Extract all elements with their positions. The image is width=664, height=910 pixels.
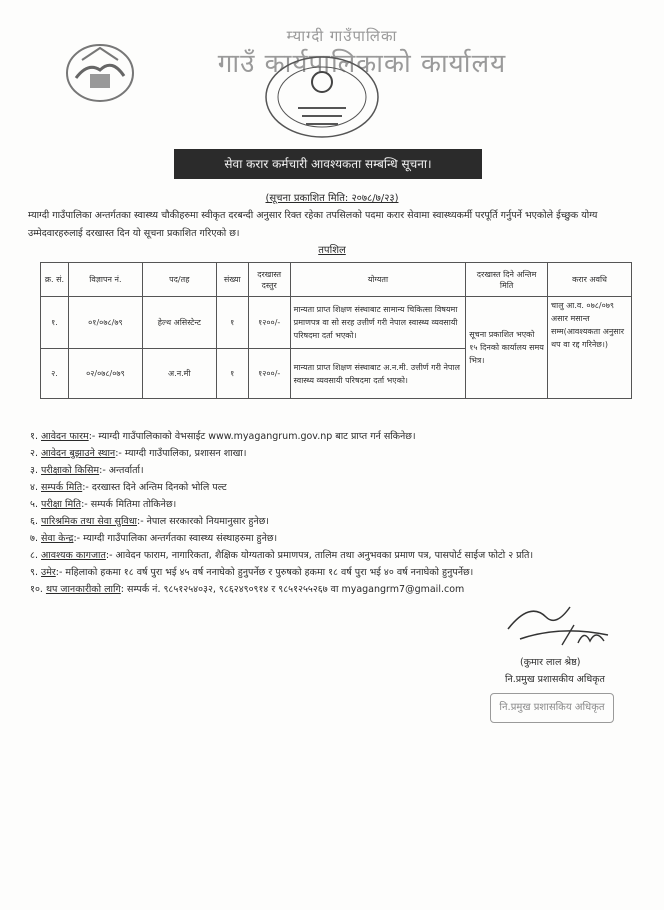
list-item: ६. पारिश्रमिक तथा सेवा सुविधा:- नेपाल सरकारको नियमानुसार हुनेछ। xyxy=(30,516,270,527)
cell-qualification: मान्यता प्राप्त शिक्षण संस्थाबाट सामान्य चिकित्सा विषयमा प्रमाणपत्र वा सो सरह उत्तीर्ण गरी नेपाल स्वास्थ्य व्यवसायी परिषदमा दर्ता भएको। xyxy=(290,297,466,349)
publication-date: (सूचना प्रकाशित मिति: २०७८/७/२३) xyxy=(265,193,399,204)
cell-fee: १२००/- xyxy=(248,297,290,349)
col-header-fee: दरखास्त दस्तुर xyxy=(248,263,290,297)
cell-ad-no: ०१/०७८/७९ xyxy=(68,297,142,349)
col-header-post: पद/तह xyxy=(142,263,216,297)
schedule-heading: तपशिल xyxy=(318,245,346,256)
table-header-row xyxy=(41,263,632,297)
col-header-count: संख्या xyxy=(216,263,248,297)
list-item: ९. उमेर:- महिलाको हकमा १८ वर्ष पुरा भई ४५ वर्ष ननाघेको हुनुपर्नेछ र पुरुषको हकमा १८ वर्ष पुरा भई ४० वर्ष ननाघेको हुनुपर्नेछ। xyxy=(30,567,474,578)
notice-title: सेवा करार कर्मचारी आवश्यकता सम्बन्धि सूचना। xyxy=(174,149,482,179)
vacancy-table xyxy=(40,262,632,399)
office-seal-stamp xyxy=(262,52,382,142)
terms-list xyxy=(30,428,650,598)
cell-sn: २. xyxy=(41,349,69,399)
org-name: म्याग्दी गाउँपालिका xyxy=(286,27,398,45)
cell-ad-no: ०२/०७८/०७९ xyxy=(68,349,142,399)
col-header-ad-no: विज्ञापन नं. xyxy=(68,263,142,297)
list-item: १०. थप जानकारीको लागि: सम्पर्क नं. ९८५१२५४०३२, ९८६२४९०९१४ र ९८५१२५५२६७ वा myagangrm7@gmail.com xyxy=(30,584,465,595)
office-name: गाउँ कार्यपालिकाको कार्यालय xyxy=(217,49,507,79)
col-header-qualification: योग्यता xyxy=(290,263,466,297)
list-item: १. आवेदन फारम:- म्याग्दी गाउँपालिकाको वेभसाईट www.myagangrum.gov.np बाट प्राप्त गर्न सकिनेछ। xyxy=(30,431,416,442)
cell-count: १ xyxy=(216,297,248,349)
intro-paragraph: म्याग्दी गाउँपालिका अन्तर्गतका स्वास्थ्य चौकीहरुमा स्वीकृत दरबन्दी अनुसार रिक्त रहेका तपसिलको पदमा करार सेवामा स्वास्थ्यकर्मी परपूर्ति गर्नुपर्ने भएकोले ईच्छुक योग्य उम्मेदवारहरुलाई दरखास्त दिन यो सूचना प्रकाशित गरिएको छ। xyxy=(28,210,598,239)
list-item: ५. परीक्षा मिति:- सम्पर्क मितिमा तोकिनेछ। xyxy=(30,499,177,510)
cell-fee: १२००/- xyxy=(248,349,290,399)
col-header-deadline: दरखास्त दिने अन्तिम मिति xyxy=(466,263,548,297)
cell-sn: १. xyxy=(41,297,69,349)
col-header-duration: करार अवधि xyxy=(548,263,632,297)
list-item: २. आवेदन बुझाउने स्थान:- म्याग्दी गाउँपालिका, प्रशासन शाखा। xyxy=(30,448,247,459)
cell-deadline: सूचना प्रकाशित भएको १५ दिनको कार्यालय समय भित्र। xyxy=(466,297,548,399)
handwritten-signature xyxy=(500,595,620,655)
signatory-name: (कुमार लाल श्रेष्ठ) xyxy=(520,657,581,668)
list-item: ३. परीक्षाको किसिम:- अन्तर्वार्ता। xyxy=(30,465,144,476)
cell-count: १ xyxy=(216,349,248,399)
signatory-title: नि.प्रमुख प्रशासकीय अधिकृत xyxy=(505,674,605,685)
list-item: ७. सेवा केन्द्र:- म्याग्दी गाउँपालिका अन्तर्गतका स्वास्थ्य संस्थाहरुमा हुनेछ। xyxy=(30,533,278,544)
col-header-sn: क्र. सं. xyxy=(41,263,69,297)
cell-qualification: मान्यता प्राप्त शिक्षण संस्थाबाट अ.न.मी. उत्तीर्ण गरी नेपाल स्वास्थ्य व्यवसायी परिषदमा दर्ता भएको। xyxy=(290,349,466,399)
table-row xyxy=(41,297,632,349)
cell-duration: चालु आ.व. ०७८/०७९ असार मसान्त सम्म(आवश्यकता अनुसार थप वा रद्द गरिनेछ।) xyxy=(548,297,632,399)
cell-post: अ.न.मी xyxy=(142,349,216,399)
list-item: ८. आवश्यक कागजात:- आवेदन फाराम, नागारिकता, शैक्षिक योग्यताको प्रमाणपत्र, तालिम तथा अनुभवका प्रमाण पत्र, पासपोर्ट साईज फोटो २ प्रति। xyxy=(30,550,534,561)
cell-post: हेल्थ असिस्टेन्ट xyxy=(142,297,216,349)
designation-stamp: नि.प्रमुख प्रशासकिय अधिकृत xyxy=(490,693,614,723)
list-item: ४. सम्पर्क मिति:- दरखास्त दिने अन्तिम दिनको भोलि पल्ट xyxy=(30,482,227,493)
